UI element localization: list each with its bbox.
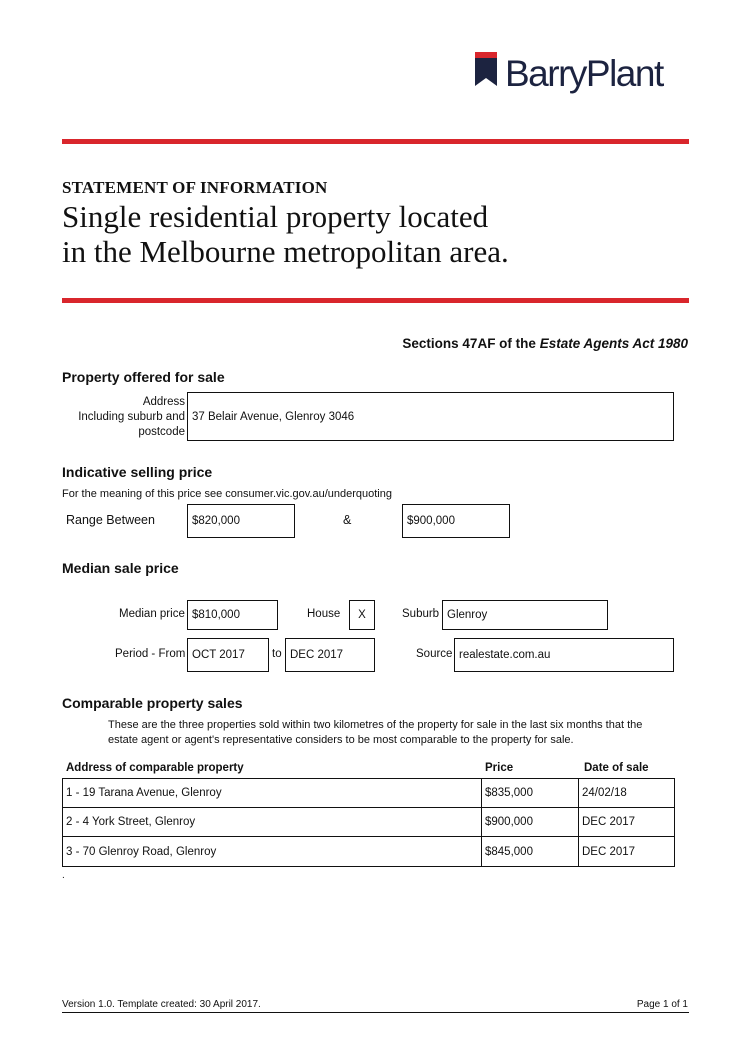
house-field bbox=[349, 600, 375, 630]
comparable-description-line-2: estate agent or agent's representative considers to be most comparable to the property for sale. bbox=[108, 734, 574, 746]
median-heading: Median sale price bbox=[62, 560, 179, 576]
period-to-value: DEC 2017 bbox=[290, 649, 344, 661]
comparable-heading: Comparable property sales bbox=[62, 695, 243, 711]
row-price: $835,000 bbox=[482, 779, 579, 807]
address-label-line-1: Address bbox=[142, 396, 185, 408]
header-divider bbox=[62, 298, 689, 303]
row-date: 24/02/18 bbox=[582, 787, 627, 799]
address-value: 37 Belair Avenue, Glenroy 3046 bbox=[192, 410, 355, 423]
indicative-note: For the meaning of this price see consumer.vic.gov.au/underquoting bbox=[62, 488, 392, 500]
brand-logo: BarryPlant bbox=[505, 53, 663, 94]
suburb-value: Glenroy bbox=[447, 609, 488, 621]
house-value: X bbox=[358, 609, 366, 621]
source-field bbox=[454, 638, 674, 672]
row-price: $845,000 bbox=[482, 837, 579, 866]
headline-line-1: Single residential property located bbox=[62, 199, 489, 234]
median-price-label: Median price bbox=[119, 608, 185, 620]
footer-page-number: Page 1 of 1 bbox=[636, 999, 688, 1010]
source-value: realestate.com.au bbox=[459, 649, 551, 661]
indicative-heading: Indicative selling price bbox=[62, 464, 213, 480]
address-label-line-3: postcode bbox=[138, 426, 185, 438]
suburb-label: Suburb bbox=[402, 608, 440, 620]
address-field bbox=[187, 392, 674, 441]
comparable-description bbox=[108, 718, 642, 748]
headline-line-2: in the Melbourne metropolitan area. bbox=[62, 234, 509, 269]
table-row bbox=[63, 837, 674, 866]
range-high-field bbox=[402, 504, 510, 538]
sections-prefix: Sections 47AF of the bbox=[402, 336, 540, 351]
range-high-value: $900,000 bbox=[407, 515, 455, 527]
act-name: Estate Agents Act 1980 bbox=[539, 336, 688, 351]
comparable-description-line-1: These are the three properties sold within two kilometres of the property for sale in the last six months that the bbox=[108, 719, 643, 731]
document-headline bbox=[62, 199, 509, 269]
median-price-field bbox=[187, 600, 278, 630]
top-divider bbox=[62, 139, 689, 144]
sections-reference bbox=[402, 336, 688, 351]
brand-flag-icon bbox=[475, 52, 497, 86]
address-label bbox=[70, 395, 185, 440]
period-to-label: to bbox=[272, 648, 282, 660]
row-address: 2 - 4 York Street, Glenroy bbox=[63, 808, 482, 836]
period-from-value: OCT 2017 bbox=[192, 649, 245, 661]
row-date: DEC 2017 bbox=[582, 816, 636, 828]
row-date: DEC 2017 bbox=[582, 845, 636, 858]
trailing-mark: . bbox=[62, 870, 65, 881]
row-address: 3 - 70 Glenroy Road, Glenroy bbox=[63, 837, 482, 866]
period-to-field bbox=[285, 638, 375, 672]
range-low-field bbox=[187, 504, 295, 538]
property-heading: Property offered for sale bbox=[62, 369, 225, 385]
table-row bbox=[63, 779, 674, 808]
row-price: $900,000 bbox=[482, 808, 579, 836]
suburb-field bbox=[442, 600, 608, 630]
footer-divider bbox=[62, 1012, 689, 1013]
row-address: 1 - 19 Tarana Avenue, Glenroy bbox=[63, 779, 482, 807]
column-header-date: Date of sale bbox=[584, 762, 649, 774]
table-row bbox=[63, 808, 674, 837]
column-header-price: Price bbox=[485, 762, 514, 774]
period-label: Period - From bbox=[115, 648, 186, 660]
range-low-value: $820,000 bbox=[192, 515, 240, 527]
address-label-line-2: Including suburb and bbox=[78, 411, 185, 423]
statement-label: STATEMENT OF INFORMATION bbox=[62, 178, 328, 197]
house-label: House bbox=[307, 608, 341, 620]
range-and: & bbox=[343, 513, 352, 527]
footer-version: Version 1.0. Template created: 30 April 2017. bbox=[62, 999, 261, 1010]
column-header-address: Address of comparable property bbox=[66, 762, 244, 774]
median-price-value: $810,000 bbox=[192, 609, 240, 621]
period-from-field bbox=[187, 638, 269, 672]
source-label: Source bbox=[416, 648, 453, 660]
comparable-table bbox=[62, 778, 675, 867]
range-label: Range Between bbox=[66, 513, 155, 527]
